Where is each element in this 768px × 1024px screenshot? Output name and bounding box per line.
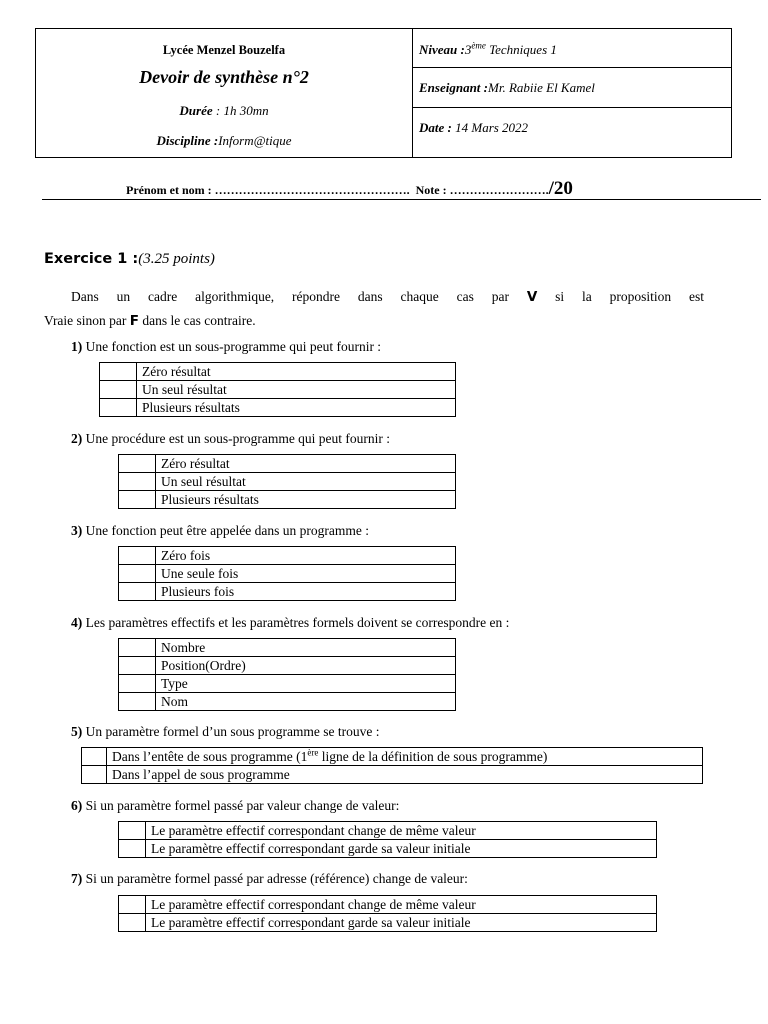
table-row (100, 381, 456, 399)
table-row (119, 639, 456, 657)
student-info-line (126, 178, 573, 200)
exam-duration (36, 103, 412, 119)
table-row (119, 896, 657, 914)
date-label: Date : (419, 120, 452, 135)
duration-value: : 1h 30mn (212, 103, 269, 118)
table-row (119, 565, 456, 583)
answer-box[interactable] (119, 914, 146, 932)
question-5 (71, 724, 380, 740)
answer-box[interactable] (82, 766, 107, 784)
answer-box[interactable] (119, 583, 156, 601)
discipline-label: Discipline : (156, 133, 219, 148)
answer-box[interactable] (119, 657, 156, 675)
false-letter: F (129, 313, 140, 329)
option-sup: ère (307, 747, 319, 758)
option-label (107, 748, 703, 766)
question-4 (71, 615, 509, 631)
level-num: 3 (464, 42, 472, 57)
question-text: Une fonction peut être appelée dans un programme : (82, 523, 370, 538)
question-6 (71, 798, 399, 814)
answer-box[interactable] (119, 473, 156, 491)
student-name-field[interactable]: Prénom et nom : …………………………………………. (126, 183, 410, 197)
answer-box[interactable] (119, 455, 156, 473)
question-1 (71, 339, 381, 355)
exam-header (35, 28, 732, 158)
level-label: Niveau : (419, 42, 465, 57)
answer-table-1 (99, 362, 456, 417)
option-label: Dans l’appel de sous programme (107, 766, 703, 784)
table-row (119, 473, 456, 491)
option-label: Plusieurs résultats (156, 491, 456, 509)
table-row (100, 363, 456, 381)
answer-table-3 (118, 546, 456, 601)
intro-text-1: Dans un cadre algorithmique, répondre dans chaque cas par (71, 289, 527, 304)
answer-table-5 (81, 747, 703, 784)
answer-box[interactable] (100, 399, 137, 417)
teacher-label: Enseignant : (419, 80, 488, 95)
level-rest: Techniques 1 (485, 42, 557, 57)
separator-line (42, 199, 761, 200)
answer-box[interactable] (119, 896, 146, 914)
question-number: 3) (71, 523, 83, 538)
intro-text-2: si la proposition est (537, 289, 705, 304)
option-label: Nom (156, 693, 456, 711)
table-row (100, 399, 456, 417)
question-number: 4) (71, 615, 83, 630)
grade-total: /20 (548, 178, 573, 199)
table-row (119, 657, 456, 675)
intro-text-4: dans le cas contraire. (139, 313, 256, 328)
question-text: Si un paramètre formel passé par adresse (référence) change de valeur: (82, 871, 468, 886)
date-row (413, 108, 731, 157)
question-number: 2) (71, 431, 83, 446)
option-label: Position(Ordre) (156, 657, 456, 675)
discipline-value: Inform@tique (218, 133, 292, 148)
answer-box[interactable] (119, 547, 156, 565)
answer-table-6 (118, 821, 657, 858)
answer-box[interactable] (119, 840, 146, 858)
table-row (119, 675, 456, 693)
true-letter: V (526, 289, 538, 305)
exercise-heading (44, 251, 215, 268)
exercise-title: Exercice 1 : (44, 251, 139, 267)
question-text: Un paramètre formel d’un sous programme se trouve : (82, 724, 380, 739)
question-2 (71, 431, 390, 447)
exercise-instructions (44, 285, 704, 333)
question-text: Une procédure est un sous-programme qui peut fournir : (82, 431, 391, 446)
option-label: Zéro résultat (156, 455, 456, 473)
student-grade-field[interactable]: Note : ……………………. (415, 183, 549, 197)
option-label: Zéro fois (156, 547, 456, 565)
exercise-points: (3.25 points) (138, 251, 215, 267)
option-label: Zéro résultat (137, 363, 456, 381)
answer-box[interactable] (119, 675, 156, 693)
option-label: Un seul résultat (137, 381, 456, 399)
answer-table-7 (118, 895, 657, 932)
option-text-rest: ligne de la définition de sous programme) (318, 749, 548, 764)
question-text: Les paramètres effectifs et les paramètres formels doivent se correspondre en : (82, 615, 510, 630)
answer-box[interactable] (100, 363, 137, 381)
option-label: Plusieurs résultats (137, 399, 456, 417)
duration-label: Durée (179, 103, 213, 118)
table-row (119, 455, 456, 473)
question-number: 5) (71, 724, 83, 739)
answer-box[interactable] (119, 822, 146, 840)
table-row (82, 766, 703, 784)
answer-table-2 (118, 454, 456, 509)
question-text: Si un paramètre formel passé par valeur change de valeur: (82, 798, 400, 813)
table-row (82, 748, 703, 766)
teacher-value: Mr. Rabiie El Kamel (488, 80, 595, 95)
answer-box[interactable] (119, 491, 156, 509)
option-label: Un seul résultat (156, 473, 456, 491)
answer-box[interactable] (119, 565, 156, 583)
level-row (413, 29, 731, 68)
question-number: 6) (71, 798, 83, 813)
option-label: Le paramètre effectif correspondant garde sa valeur initiale (146, 914, 657, 932)
question-3 (71, 523, 369, 539)
option-label: Une seule fois (156, 565, 456, 583)
option-text: Dans l’entête de sous programme (1 (112, 749, 308, 764)
table-row (119, 491, 456, 509)
school-name: Lycée Menzel Bouzelfa (162, 43, 286, 57)
question-number: 7) (71, 871, 83, 886)
option-label: Le paramètre effectif correspondant change de même valeur (146, 896, 657, 914)
answer-table-4 (118, 638, 456, 711)
answer-box[interactable] (119, 693, 156, 711)
option-label: Le paramètre effectif correspondant garde sa valeur initiale (146, 840, 657, 858)
question-7 (71, 871, 468, 887)
level-sup: ème (471, 40, 486, 51)
date-value: 14 Mars 2022 (451, 120, 529, 135)
option-label: Plusieurs fois (156, 583, 456, 601)
table-row (119, 583, 456, 601)
header-left-cell (36, 29, 413, 157)
option-label: Le paramètre effectif correspondant change de même valeur (146, 822, 657, 840)
exam-title: Devoir de synthèse n°2 (139, 67, 309, 87)
option-label: Nombre (156, 639, 456, 657)
table-row (119, 822, 657, 840)
answer-box[interactable] (100, 381, 137, 399)
teacher-row (413, 68, 731, 108)
answer-box[interactable] (82, 748, 107, 766)
table-row (119, 547, 456, 565)
table-row (119, 914, 657, 932)
intro-text-3: Vraie sinon par (44, 313, 130, 328)
answer-box[interactable] (119, 639, 156, 657)
table-row (119, 693, 456, 711)
question-text: Une fonction est un sous-programme qui peut fournir : (82, 339, 382, 354)
exam-discipline (36, 133, 412, 149)
option-label: Type (156, 675, 456, 693)
question-number: 1) (71, 339, 83, 354)
table-row (119, 840, 657, 858)
